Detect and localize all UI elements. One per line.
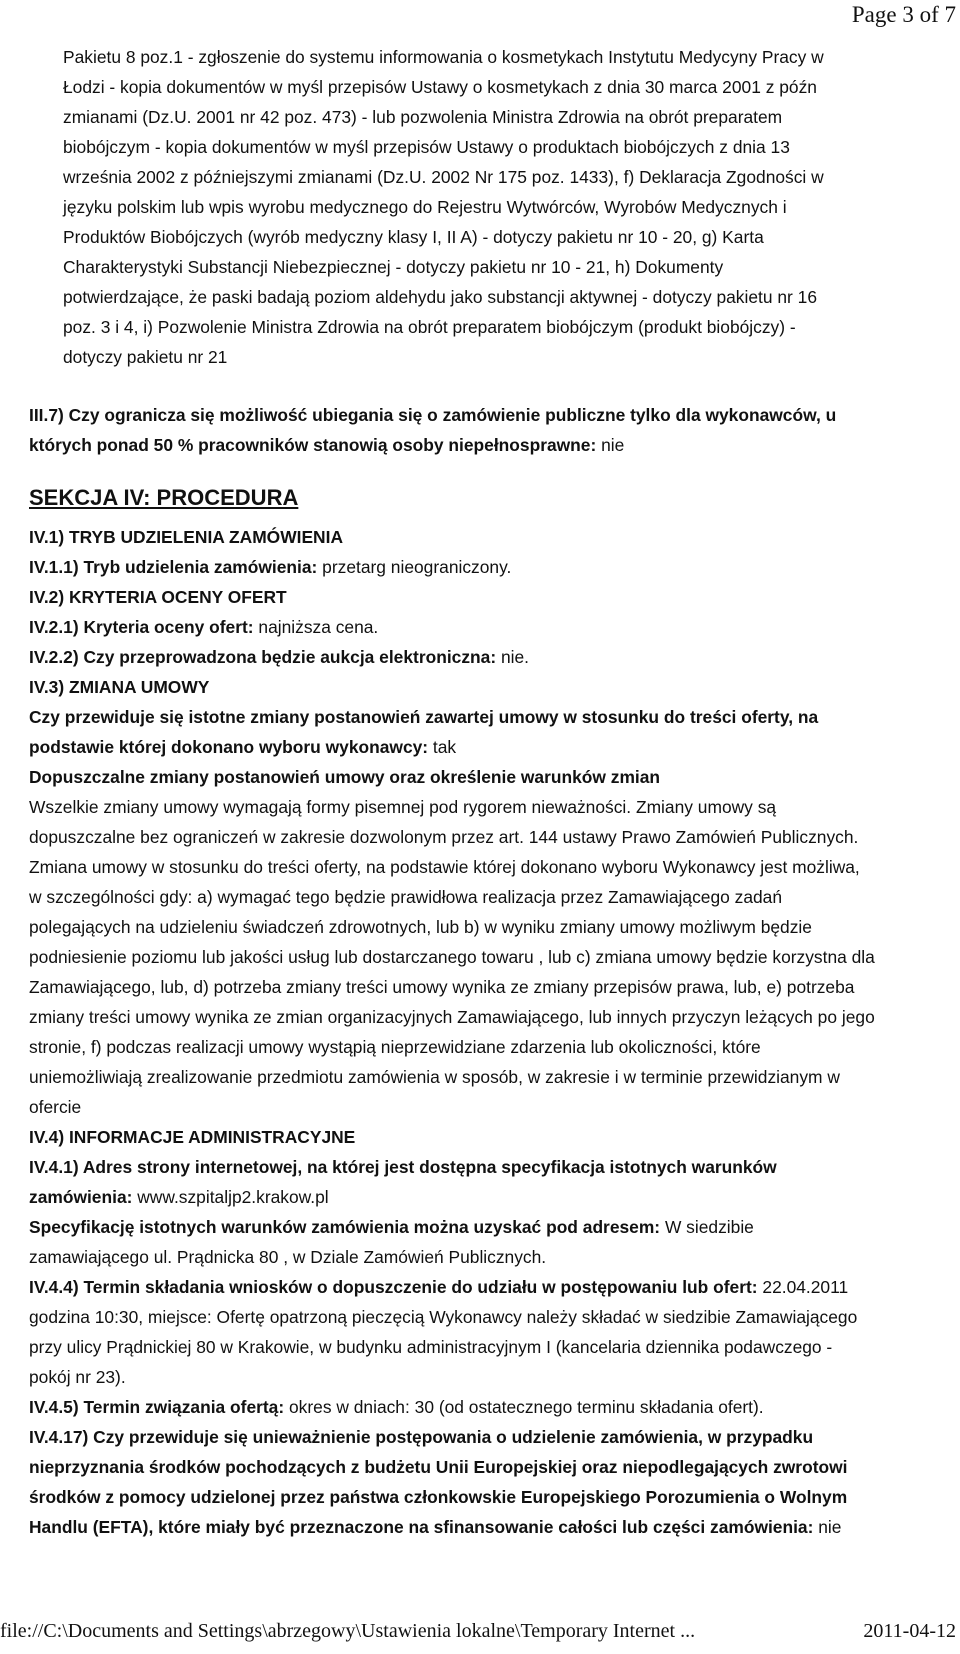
iv1-heading: IV.1) TRYB UDZIELENIA ZAMÓWIENIA (29, 527, 344, 547)
intro-line: języku polskim lub wpis wyrobu medycznego do Rejestru Wytwórców, Wyrobów Medycznych i (63, 197, 787, 217)
footer-date: 2011-04-12 (863, 1620, 956, 1642)
iv3-body-line: Zamawiającego, lub, d) potrzeba zmiany treści umowy wynika ze zmiany przepisów prawa, lub, e) potrzeba (29, 977, 855, 997)
iii7-answer-line (29, 430, 929, 460)
iv3-body-line: ofercie (29, 1097, 82, 1117)
footer-file-path: file://C:\Documents and Settings\abrzegowy\Ustawienia lokalne\Temporary Internet ... (0, 1620, 696, 1642)
section-iv1 (29, 522, 929, 582)
iv4-4-row (29, 1272, 929, 1302)
iv3-body-line: dopuszczalne bez ograniczeń w zakresie dozwolonym przez art. 144 ustawy Prawo Zamówień Publicznych. (29, 827, 859, 847)
iv3-body-line: stronie, f) podczas realizacji umowy wystąpią nieprzewidziane zdarzenia lub okoliczności, które (29, 1037, 761, 1057)
iv2-2-value: nie. (496, 647, 529, 667)
intro-paragraph (29, 42, 929, 372)
section-iv2 (29, 582, 929, 672)
iv4-17-question-line: IV.4.17) Czy przewiduje się unieważnienie postępowania o udzielenie zamówienia, w przypadku (29, 1427, 814, 1447)
intro-line: Łodzi - kopia dokumentów w myśl przepisów Ustawy o kosmetykach z dnia 30 marca 2001 z późn (63, 77, 817, 97)
iv2-heading: IV.2) KRYTERIA OCENY OFERT (29, 587, 287, 607)
iv4-heading: IV.4) INFORMACJE ADMINISTRACYJNE (29, 1127, 356, 1147)
intro-line: dotyczy pakietu nr 21 (63, 347, 228, 367)
iv2-1-row (29, 612, 929, 642)
iv4-17-question-end: Handlu (EFTA), które miały być przeznaczone na sfinansowanie całości lub części zamówienia: (29, 1517, 814, 1537)
iv3-body-line: podniesienie poziomu lub jakości usług lub dostarczanego towaru , lub c) zmiana umowy będzie korzystna dla (29, 947, 875, 967)
iv3-body-line: w szczególności gdy: a) wymagać tego będzie prawidłowa realizacja przez Zamawiającego zadań (29, 887, 783, 907)
iv4-spec-line (29, 1212, 929, 1242)
section-iv4 (29, 1122, 929, 1542)
iv4-4-body-line: przy ulicy Prądnickiej 80 w Krakowie, w budynku administracyjnym I (kancelaria dziennika podawczego - (29, 1337, 833, 1357)
iv3-question-end: podstawie której dokonano wyboru wykonawcy: (29, 737, 429, 757)
iv4-4-date: 22.04.2011 (757, 1277, 849, 1297)
iv4-5-label: IV.4.5) Termin związania ofertą: (29, 1397, 285, 1417)
iv4-spec-value: W siedzibie (660, 1217, 754, 1237)
iv4-1-label-end: zamówienia: (29, 1187, 133, 1207)
iv4-17-question-line: środków z pomocy udzielonej przez państwa członkowskie Europejskiego Porozumienia o Wolnym (29, 1487, 848, 1507)
intro-line: zmianami (Dz.U. 2001 nr 42 poz. 473) - lub pozwolenia Ministra Zdrowia na obrót preparatem (63, 107, 783, 127)
iv4-17-question-line: nieprzyznania środków pochodzących z budżetu Unii Europejskiej oraz niepodlegających zwrotowi (29, 1457, 848, 1477)
iii7-question: III.7) Czy ogranicza się możliwość ubiegania się o zamówienie publiczne tylko dla wykonawców, u (29, 405, 837, 425)
document-body (29, 42, 929, 1542)
iv4-spec-address: zamawiającego ul. Prądnicka 80 , w Dziale Zamówień Publicznych. (29, 1247, 547, 1267)
iv3-answer-line (29, 732, 929, 762)
iv3-heading: IV.3) ZMIANA UMOWY (29, 677, 210, 697)
intro-line: września 2002 z późniejszymi zmianami (Dz.U. 2002 Nr 175 poz. 1433), f) Deklaracja Zgodności w (63, 167, 824, 187)
iv4-4-label: IV.4.4) Termin składania wniosków o dopuszczenie do udziału w postępowaniu lub ofert: (29, 1277, 758, 1297)
iv4-spec-label: Specyfikację istotnych warunków zamówienia można uzyskać pod adresem: (29, 1217, 661, 1237)
iv3-body-line: Zmiana umowy w stosunku do treści oferty, na podstawie której dokonano wyboru Wykonawcy jest możliwa, (29, 857, 860, 877)
section-iii7 (29, 400, 929, 460)
iii7-question-end: których ponad 50 % pracowników stanowią osoby niepełnosprawne: (29, 435, 597, 455)
iv4-4-body-line: pokój nr 23). (29, 1367, 126, 1387)
intro-line: poz. 3 i 4, i) Pozwolenie Ministra Zdrowia na obrót preparatem biobójczym (produkt biobójczy) - (63, 317, 796, 337)
section-iv3 (29, 672, 929, 1122)
intro-line: biobójczym - kopia dokumentów w myśl przepisów Ustawy o produktach biobójczych z dnia 13 (63, 137, 790, 157)
iv2-1-value: najniższa cena. (253, 617, 379, 637)
intro-line: potwierdzające, że paski badają poziom aldehydu jako substancji aktywnej - dotyczy pakietu nr 16 (63, 287, 818, 307)
iv2-1-label: IV.2.1) Kryteria oceny ofert: (29, 617, 254, 637)
section-iv-title: SEKCJA IV: PROCEDURA (29, 485, 299, 510)
iv3-body-line: Wszelkie zmiany umowy wymagają formy pisemnej pod rygorem nieważności. Zmiany umowy są (29, 797, 777, 817)
page-number-label: Page 3 of 7 (851, 2, 956, 27)
iv3-body-line: polegających na udzieleniu świadczeń zdrowotnych, lub b) w wyniku zmiany umowy możliwym będzie (29, 917, 812, 937)
intro-line: Produktów Biobójczych (wyrób medyczny klasy I, II A) - dotyczy pakietu nr 10 - 20, g) Karta (63, 227, 764, 247)
print-footer (0, 1620, 956, 1643)
iv2-2-row (29, 642, 929, 672)
iv4-1-question: IV.4.1) Adres strony internetowej, na której jest dostępna specyfikacja istotnych warunków (29, 1157, 777, 1177)
iv1-1-row (29, 552, 929, 582)
iv4-1-website: www.szpitaljp2.krakow.pl (132, 1187, 329, 1207)
iv3-question: Czy przewiduje się istotne zmiany postanowień zawartej umowy w stosunku do treści oferty, na (29, 707, 819, 727)
iv4-5-value: okres w dniach: 30 (od ostatecznego terminu składania ofert). (284, 1397, 764, 1417)
intro-line: Charakterystyki Substancji Niebezpiecznej - dotyczy pakietu nr 10 - 21, h) Dokumenty (63, 257, 724, 277)
intro-line: Pakietu 8 poz.1 - zgłoszenie do systemu informowania o kosmetykach Instytutu Medycyny Pracy w (63, 47, 824, 67)
iv4-17-answer: nie (813, 1517, 842, 1537)
iv3-body-line: uniemożliwiają zrealizowanie przedmiotu zamówienia w sposób, w zakresie i w terminie przewidzianym w (29, 1067, 840, 1087)
iv2-2-label: IV.2.2) Czy przeprowadzona będzie aukcja elektroniczna: (29, 647, 497, 667)
iv1-1-value: przetarg nieograniczony. (317, 557, 512, 577)
iv4-1-answer-line (29, 1182, 929, 1212)
iv3-allowed-heading: Dopuszczalne zmiany postanowień umowy oraz określenie warunków zmian (29, 767, 661, 787)
iv4-4-body-line: godzina 10:30, miejsce: Ofertę opatrzoną pieczęcią Wykonawcy należy składać w siedzibie Zamawiającego (29, 1307, 858, 1327)
iv3-answer: tak (428, 737, 457, 757)
iii7-answer: nie (596, 435, 625, 455)
iv3-body-line: zmiany treści umowy wynika ze zmian organizacyjnych Zamawiającego, lub innych przyczyn leżących po jego (29, 1007, 875, 1027)
iv4-17-answer-line (29, 1512, 929, 1542)
iv4-5-row (29, 1392, 929, 1422)
iv1-1-label: IV.1.1) Tryb udzielenia zamówienia: (29, 557, 318, 577)
